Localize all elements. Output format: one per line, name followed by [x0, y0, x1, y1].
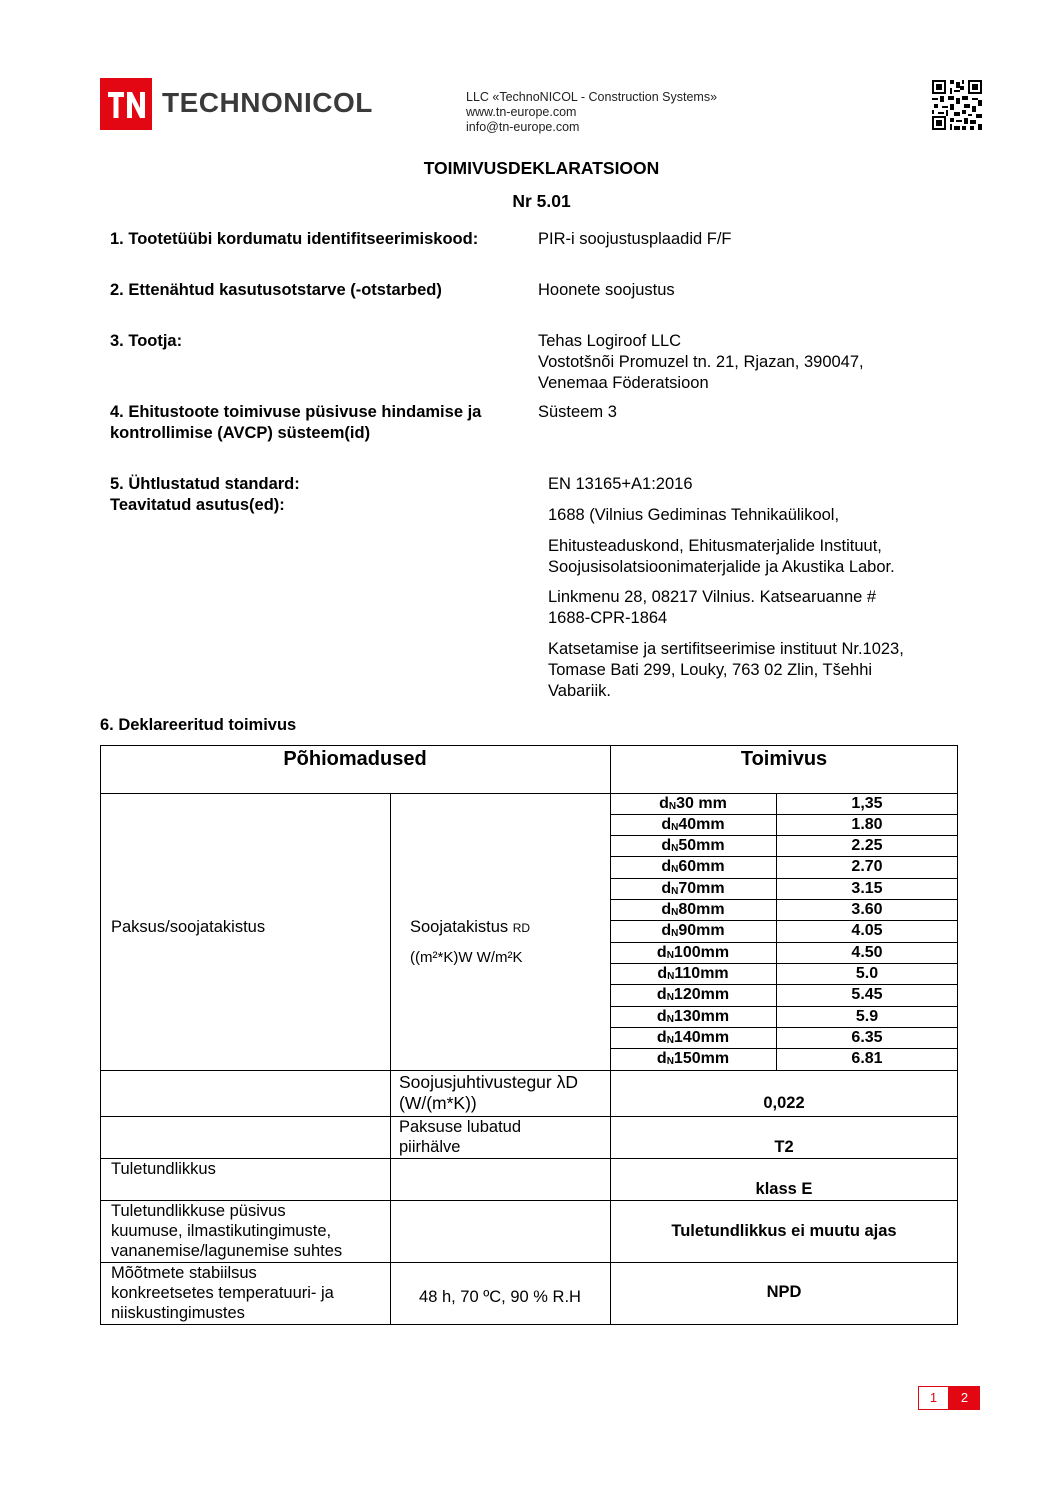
d-resistance-value: 4.05 — [851, 922, 883, 939]
lambda-value: 0,022 — [763, 1094, 805, 1112]
field-3-label: 3. Tootja: — [110, 332, 183, 350]
faculty-line-1: Ehitusteaduskond, Ehitusmaterjalide Instituut, — [548, 537, 882, 555]
lambda-label-line-1: Soojusjuhtivustegur λD — [399, 1072, 578, 1092]
table-border-bottom — [100, 1324, 958, 1325]
d-thickness: $d_N40mm$ — [661, 816, 725, 833]
resistance-label — [410, 917, 530, 938]
document-number: Nr 5.01 — [512, 191, 571, 211]
dim-line-3: niiskustingimustes — [111, 1304, 245, 1322]
d-row — [610, 815, 958, 836]
d-resistance-value: 5.0 — [855, 965, 879, 982]
d-row — [610, 1007, 958, 1028]
d-resistance-value: 6.81 — [851, 1050, 883, 1067]
field-2-label: 2. Ettenähtud kasutusotstarve (-otstarbed) — [110, 281, 442, 299]
fire-value: klass E — [755, 1180, 813, 1198]
qr-code-icon — [932, 80, 982, 130]
table-border-top — [100, 745, 958, 746]
d-thickness: $d_N50mm$ — [661, 837, 725, 854]
field-1-value: PIR-i soojustusplaadid F/F — [538, 230, 732, 248]
fire-dur-line-3: vananemise/lagunemise suhtes — [111, 1242, 343, 1260]
field-1-label: 1. Tootetüübi kordumatu identifitseerimiskood: — [110, 230, 479, 248]
address-line-1: Linkmenu 28, 08217 Vilnius. Katsearuanne # — [548, 588, 877, 606]
field-5-label — [110, 474, 300, 516]
company-email[interactable]: info@tn-europe.com — [466, 120, 580, 134]
field-3-value — [538, 331, 864, 394]
fire-label: Tuletundlikkus — [111, 1160, 216, 1178]
dimensional-stability-value: NPD — [766, 1283, 802, 1301]
dimensional-stability-label — [111, 1263, 334, 1323]
d-resistance-value: 5.45 — [851, 986, 883, 1003]
page-1-button[interactable]: 1 — [918, 1386, 949, 1410]
d-row — [610, 964, 958, 985]
d-thickness: $d_N120mm$ — [656, 986, 730, 1003]
standard-value: EN 13165+A1:2016 — [548, 475, 693, 493]
institute-line-3: Vabariik. — [548, 682, 611, 700]
institute-line-2: Tomase Bati 299, Louky, 763 02 Zlin, Tšehhi — [548, 661, 873, 679]
row-sep-lambda — [100, 1070, 958, 1071]
d-row — [610, 1028, 958, 1049]
d-resistance-value: 3.15 — [851, 880, 883, 897]
resistance-label-text: Soojatakistus — [410, 918, 509, 936]
institute-line-1: Katsetamise ja sertifitseerimise instituut Nr.1023, — [548, 640, 904, 658]
field-4-label-line-2: kontrollimise (AVCP) süsteem(id) — [110, 424, 371, 442]
d-resistance-value: 3.60 — [851, 901, 883, 918]
tolerance-label — [399, 1117, 521, 1157]
d-thickness: $d_N130mm$ — [656, 1008, 730, 1025]
dim-line-1: Mõõtmete stabiilsus — [111, 1264, 257, 1282]
d-thickness: $d_N140mm$ — [656, 1029, 730, 1046]
field-4-value: Süsteem 3 — [538, 403, 617, 421]
field-4-label-line-1: 4. Ehitustoote toimivuse püsivuse hindamise ja — [110, 403, 482, 421]
d-thickness: $d_N60mm$ — [661, 858, 725, 875]
header-main-properties: Põhiomadused — [283, 748, 427, 770]
d-resistance-value: 1,35 — [851, 795, 883, 812]
d-row — [610, 836, 958, 857]
document-title: TOIMIVUSDEKLARATSIOON — [423, 158, 660, 178]
fire-dur-line-2: kuumuse, ilmastikutingimuste, — [111, 1222, 332, 1240]
company-name: LLC «TechnoNICOL - Construction Systems» — [466, 90, 718, 104]
d-thickness: $d_N110mm$ — [657, 965, 729, 982]
table-border-left — [100, 745, 101, 1325]
notified-body-faculty — [548, 536, 895, 578]
row-sep-tolerance — [100, 1116, 958, 1117]
d-row — [610, 900, 958, 921]
tolerance-label-line-1: Paksuse lubatud — [399, 1118, 522, 1136]
faculty-line-2: Soojusisolatsioonimaterjalide ja Akustika Labor. — [548, 558, 895, 576]
dimensional-condition: 48 h, 70 ºC, 90 % R.H — [419, 1288, 581, 1306]
d-row — [610, 857, 958, 878]
dim-line-2: konkreetsetes temperatuuri- ja — [111, 1284, 334, 1302]
notified-body-address — [548, 587, 876, 629]
logo-mark — [100, 78, 152, 130]
notified-body-name: 1688 (Vilnius Gediminas Tehnikaülikool, — [548, 506, 840, 524]
d-row — [610, 879, 958, 900]
manufacturer-address: Vostotšnõi Promuzel tn. 21, Rjazan, 390047, — [538, 353, 864, 371]
pager — [918, 1386, 980, 1410]
row-sep-fire — [100, 1158, 958, 1159]
company-info — [466, 90, 717, 135]
d-resistance-value: 2.70 — [851, 858, 883, 875]
resistance-symbol: RD — [512, 921, 531, 935]
d-resistance-value: 4.50 — [851, 944, 883, 961]
fire-durability-label — [111, 1201, 342, 1261]
d-thickness: $d_N80mm$ — [661, 901, 725, 918]
performance-table — [100, 745, 958, 1325]
tolerance-value: T2 — [774, 1138, 794, 1156]
standard-label: 5. Ühtlustatud standard: — [110, 475, 300, 493]
page-2-button[interactable]: 2 — [949, 1386, 980, 1410]
tolerance-label-line-2: piirhälve — [399, 1138, 461, 1156]
d-thickness: $d_N100mm$ — [656, 944, 730, 961]
testing-institute — [548, 639, 904, 702]
d-thickness: $d_N30$ mm — [659, 795, 727, 812]
logo-text: TECHNONICOL — [162, 87, 373, 118]
field-4-label — [110, 402, 481, 444]
notified-body-label: Teavitatud asutus(ed): — [110, 496, 285, 514]
d-thickness: $d_N70mm$ — [661, 880, 725, 897]
lambda-label — [399, 1072, 578, 1114]
d-resistance-value: 1.80 — [851, 816, 883, 833]
d-row — [610, 985, 958, 1006]
d-row — [610, 794, 958, 815]
header-performance: Toimivus — [740, 748, 828, 770]
section-6-title: 6. Deklareeritud toimivus — [100, 716, 297, 734]
d-resistance-value: 2.25 — [851, 837, 883, 854]
d-thickness: $d_N150mm$ — [656, 1050, 730, 1067]
manufacturer-name: Tehas Logiroof LLC — [538, 332, 682, 350]
company-website[interactable]: www.tn-europe.com — [466, 105, 577, 119]
fire-dur-line-1: Tuletundlikkuse püsivus — [111, 1202, 286, 1220]
d-resistance-value: 6.35 — [851, 1029, 883, 1046]
d-row — [610, 1049, 958, 1070]
resistance-unit: ((m²*K)W W/m²K — [410, 949, 523, 966]
address-line-2: 1688-CPR-1864 — [548, 609, 668, 627]
fire-durability-value: Tuletundlikkus ei muutu ajas — [671, 1222, 897, 1240]
d-resistance-value: 5.9 — [855, 1008, 879, 1025]
thickness-label: Paksus/soojatakistus — [111, 918, 266, 936]
d-row — [610, 943, 958, 964]
col-sep-property — [390, 793, 391, 1325]
d-thickness: $d_N90mm$ — [661, 922, 725, 939]
lambda-label-line-2: (W/(m*K)) — [399, 1093, 477, 1113]
d-row — [610, 921, 958, 942]
field-2-value: Hoonete soojustus — [538, 281, 675, 299]
manufacturer-country: Venemaa Föderatsioon — [538, 374, 709, 392]
